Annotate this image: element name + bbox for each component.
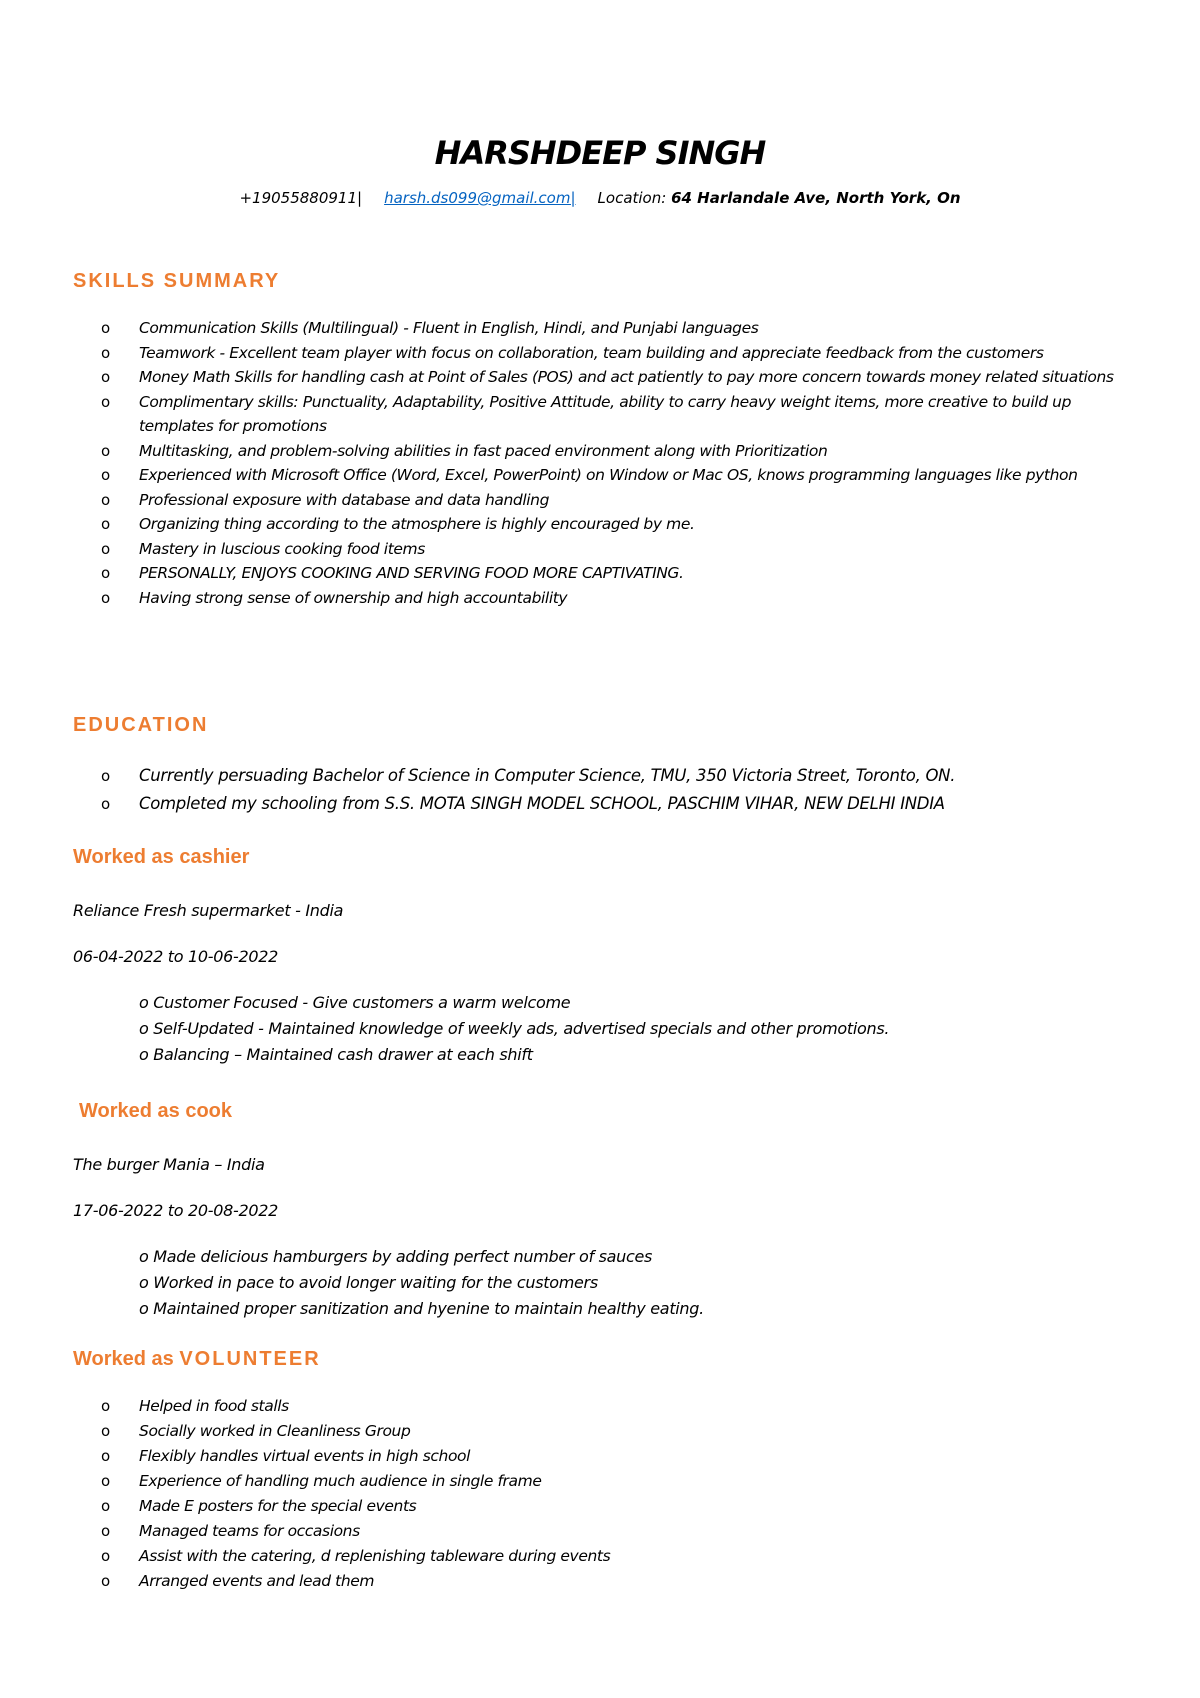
volunteer-item-text: Made E posters for the special events bbox=[139, 1497, 417, 1515]
volunteer-item bbox=[0, 1444, 1200, 1469]
cook-duty: o Made delicious hamburgers by adding perfect number of sauces bbox=[139, 1247, 653, 1266]
bullet-marker: o bbox=[101, 368, 110, 386]
bullet-marker: o bbox=[101, 795, 110, 813]
volunteer-item-text: Helped in food stalls bbox=[139, 1397, 289, 1415]
bullet-marker: o bbox=[101, 1572, 110, 1590]
location-value: 64 Harlandale Ave, North York, On bbox=[671, 189, 961, 207]
cook-duty: o Worked in pace to avoid longer waiting for the customers bbox=[139, 1273, 598, 1292]
skill-item bbox=[0, 586, 1200, 611]
cashier-heading: Worked as cashier bbox=[73, 846, 250, 868]
volunteer-item-text: Flexibly handles virtual events in high school bbox=[139, 1447, 471, 1465]
skill-item-text: Organizing thing according to the atmosphere is highly encouraged by me. bbox=[139, 515, 695, 533]
bullet-marker: o bbox=[101, 1497, 110, 1515]
volunteer-heading bbox=[73, 1346, 321, 1372]
volunteer-item bbox=[0, 1494, 1200, 1519]
education-item bbox=[0, 790, 1200, 818]
skill-item-text: Multitasking, and problem-solving abilities in fast paced environment along with Prioritization bbox=[139, 441, 828, 460]
cashier-duty: o Self-Updated - Maintained knowledge of weekly ads, advertised specials and other promotions. bbox=[139, 1019, 890, 1038]
cashier-employer: Reliance Fresh supermarket - India bbox=[73, 901, 344, 920]
cook-heading: Worked as cook bbox=[79, 1100, 233, 1122]
skill-item-text: Experienced with Microsoft Office (Word, Excel, PowerPoint) on Window or Mac OS, knows programming languages like python bbox=[139, 466, 1078, 484]
skill-item bbox=[0, 512, 1200, 537]
skill-item-text: Teamwork - Excellent team player with focus on collaboration, team building and appreciate feedback from the customers bbox=[139, 343, 1044, 362]
bullet-marker: o bbox=[101, 1522, 110, 1540]
volunteer-item-text: Assist with the catering, d replenishing tableware during events bbox=[139, 1547, 611, 1565]
volunteer-item bbox=[0, 1469, 1200, 1494]
contact-line bbox=[0, 188, 1200, 208]
skill-item bbox=[0, 439, 1200, 464]
bullet-marker: o bbox=[101, 588, 110, 607]
volunteer-list bbox=[0, 1394, 1200, 1594]
location-label: Location: bbox=[597, 189, 667, 207]
education-heading: EDUCATION bbox=[73, 714, 209, 736]
cook-duties-list bbox=[139, 1244, 704, 1322]
bullet-marker: o bbox=[101, 515, 110, 533]
education-item bbox=[0, 762, 1200, 790]
cashier-duty: o Customer Focused - Give customers a warm welcome bbox=[139, 993, 571, 1012]
volunteer-item-text: Experience of handling much audience in single frame bbox=[139, 1472, 542, 1490]
volunteer-item-text: Managed teams for occasions bbox=[139, 1522, 360, 1540]
skills-summary-heading: SKILLS SUMMARY bbox=[73, 270, 281, 292]
volunteer-item bbox=[0, 1519, 1200, 1544]
bullet-marker: o bbox=[101, 392, 110, 411]
volunteer-item bbox=[0, 1544, 1200, 1569]
bullet-marker: o bbox=[101, 767, 110, 785]
skill-item bbox=[0, 488, 1200, 513]
bullet-marker: o bbox=[101, 1547, 110, 1565]
email-link[interactable]: harsh.ds099@gmail.com| bbox=[384, 189, 576, 207]
skill-item-text: Money Math Skills for handling cash at Point of Sales (POS) and act patiently to pay more concern towards money related situations bbox=[139, 368, 1114, 386]
bullet-marker: o bbox=[101, 539, 110, 558]
phone-number: +19055880911| bbox=[239, 189, 363, 207]
cashier-dates: 06-04-2022 to 10-06-2022 bbox=[73, 947, 279, 966]
bullet-marker: o bbox=[101, 319, 110, 337]
education-item-text: Currently persuading Bachelor of Science in Computer Science, TMU, 350 Victoria Street, Toronto, ON. bbox=[139, 766, 956, 785]
bullet-marker: o bbox=[101, 564, 110, 582]
cashier-duty: o Balancing – Maintained cash drawer at each shift bbox=[139, 1045, 533, 1064]
bullet-marker: o bbox=[101, 490, 110, 509]
volunteer-item-text: Arranged events and lead them bbox=[139, 1572, 375, 1590]
bullet-marker: o bbox=[101, 1447, 110, 1465]
candidate-name: HARSHDEEP SINGH bbox=[434, 134, 766, 172]
cook-duty: o Maintained proper sanitization and hyenine to maintain healthy eating. bbox=[139, 1299, 704, 1318]
bullet-marker: o bbox=[101, 343, 110, 362]
skill-item-text: Communication Skills (Multilingual) - Fluent in English, Hindi, and Punjabi languages bbox=[139, 319, 759, 337]
skill-item bbox=[0, 365, 1200, 390]
skill-item bbox=[0, 341, 1200, 366]
skills-list bbox=[0, 316, 1200, 610]
skill-item-text: Complimentary skills: Punctuality, Adaptability, Positive Attitude, ability to carry heavy weight items, more creative to build up templates for promotions bbox=[139, 392, 1072, 435]
skill-item bbox=[0, 561, 1200, 586]
education-item-text: Completed my schooling from S.S. MOTA SINGH MODEL SCHOOL, PASCHIM VIHAR, NEW DELHI INDIA bbox=[139, 794, 945, 813]
skill-item-text: PERSONALLY, ENJOYS COOKING AND SERVING FOOD MORE CAPTIVATING. bbox=[139, 564, 684, 582]
bullet-marker: o bbox=[101, 1397, 110, 1415]
cook-employer: The burger Mania – India bbox=[73, 1155, 265, 1174]
cook-dates: 17-06-2022 to 20-08-2022 bbox=[73, 1201, 279, 1220]
volunteer-heading-prefix: Worked as bbox=[73, 1348, 180, 1370]
bullet-marker: o bbox=[101, 441, 110, 460]
skill-item bbox=[0, 537, 1200, 562]
volunteer-item bbox=[0, 1569, 1200, 1594]
volunteer-heading-suffix: VOLUNTEER bbox=[179, 1348, 321, 1370]
skill-item-text: Mastery in luscious cooking food items bbox=[139, 539, 425, 558]
bullet-marker: o bbox=[101, 466, 110, 484]
education-list bbox=[0, 762, 1200, 818]
volunteer-item bbox=[0, 1419, 1200, 1444]
skill-item-text: Professional exposure with database and data handling bbox=[139, 490, 550, 509]
skill-item bbox=[0, 463, 1200, 488]
bullet-marker: o bbox=[101, 1472, 110, 1490]
skill-item bbox=[0, 316, 1200, 341]
volunteer-item-text: Socially worked in Cleanliness Group bbox=[139, 1422, 411, 1440]
cashier-duties-list bbox=[139, 990, 889, 1068]
bullet-marker: o bbox=[101, 1422, 110, 1440]
skill-item bbox=[0, 390, 1200, 439]
volunteer-item bbox=[0, 1394, 1200, 1419]
skill-item-text: Having strong sense of ownership and high accountability bbox=[139, 588, 568, 607]
